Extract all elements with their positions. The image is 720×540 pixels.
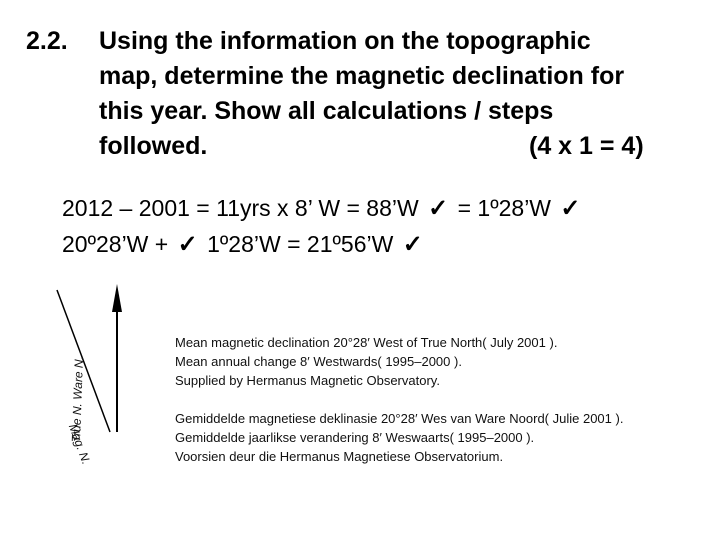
question-number: 2.2. [26, 27, 68, 55]
question-line: this year. Show all calculations / steps [99, 97, 554, 125]
map-declination-excerpt [55, 282, 688, 510]
check-mark-icon: ✓ [402, 231, 423, 258]
answer-calc-text: 20º28’W + [62, 231, 169, 257]
question-line: followed. [99, 132, 208, 160]
answer-calc-text: 2012 – 2001 = 11yrs x 8’ W = 88’W [62, 195, 419, 221]
declination-legend-english [175, 333, 557, 390]
true-north-arrowhead-icon [112, 284, 122, 312]
answer-calc-text: 1º28’W = 21º56’W [207, 231, 394, 257]
check-mark-icon: ✓ [177, 231, 198, 258]
answer-calc-text: = 1º28’W [457, 195, 552, 221]
legend-line: Supplied by Hermanus Magnetic Observatory. [175, 373, 440, 388]
check-mark-icon: ✓ [560, 195, 581, 222]
legend-line: Gemiddelde jaarlikse verandering 8′ Weswaarts( 1995–2000 ). [175, 430, 535, 445]
answer-line-1 [62, 193, 584, 224]
answer-line-2 [62, 229, 426, 260]
legend-line: Mean magnetic declination 20°28′ West of True North( July 2001 ). [175, 335, 558, 350]
check-mark-icon: ✓ [428, 195, 449, 222]
legend-line: Gemiddelde magnetiese deklinasie 20°28′ Wes van Ware Noord( Julie 2001 ). [175, 411, 624, 426]
true-north-label: True N. Ware N. [69, 355, 87, 443]
declination-legend-afrikaans [175, 409, 623, 466]
question-line: map, determine the magnetic declination for [99, 62, 625, 90]
question-line: Using the information on the topographic [99, 27, 591, 55]
question-marks: (4 x 1 = 4) [529, 132, 644, 160]
declination-diagram [55, 282, 688, 510]
magnetic-north-label: Mag. N. [65, 422, 94, 467]
legend-line: Mean annual change 8′ Westwards( 1995–2000 ). [175, 354, 462, 369]
legend-line: Voorsien deur die Hermanus Magnetiese Observatorium. [175, 449, 504, 464]
